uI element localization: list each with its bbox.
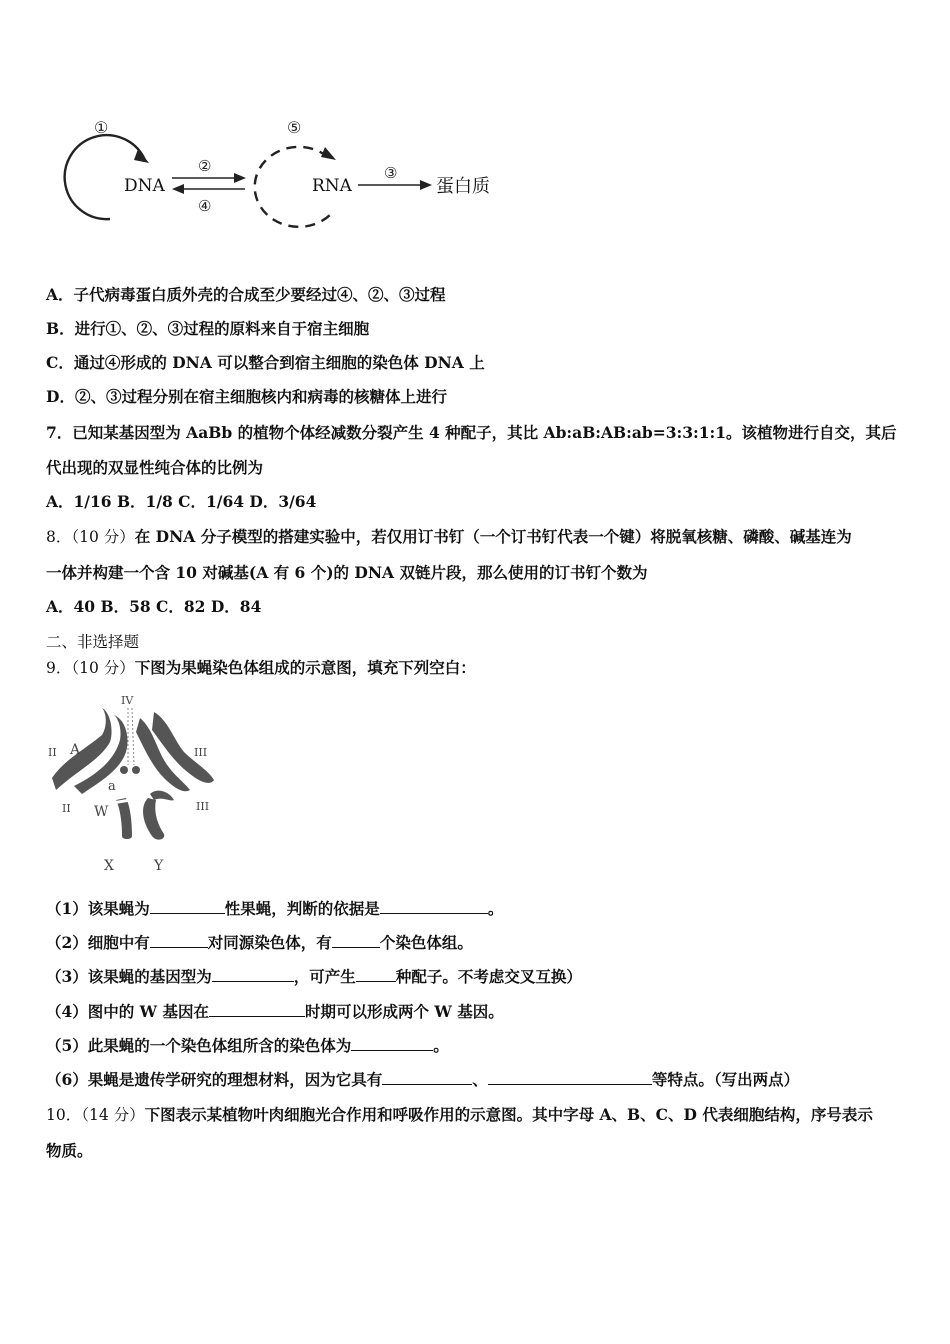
q9-number: 9．（10 分）	[46, 659, 135, 677]
label-1: ①	[94, 118, 109, 137]
q9-sub-3: （3）该果蝇的基因型为 ，可产生 种配子。不考虑交叉互换）	[46, 967, 582, 986]
q8-number: 8．（10 分）	[46, 528, 135, 546]
translation-arrowhead	[420, 180, 432, 190]
q9-stem: 9．（10 分）下图为果蝇染色体组成的示意图，填充下列空白：	[46, 658, 476, 677]
chromosome-y	[143, 798, 164, 840]
q9-sub-1: （1）该果蝇为 性果蝇，判断的依据是 。	[46, 899, 504, 918]
rna-label: RNA	[312, 176, 352, 196]
q6-option-a: A．子代病毒蛋白质外壳的合成至少要经过④、②、③过程	[46, 285, 446, 304]
label-a-lower: a	[108, 779, 116, 794]
q9-sub-2: （2）细胞中有 对同源染色体，有 个染色体组。	[46, 933, 473, 952]
label-3: ③	[384, 164, 398, 182]
chromosome-x	[116, 798, 132, 839]
q9-sub-6: （6）果蝇是遗传学研究的理想材料，因为它具有 、 等特点。（写出两点）	[46, 1070, 800, 1089]
label-2: ②	[198, 157, 212, 175]
answer-blank-6a[interactable]	[382, 1069, 472, 1085]
answer-blank-2b[interactable]	[332, 932, 380, 948]
label-a-upper: A	[70, 742, 81, 758]
q7-options: A．1/16 B．1/8 C．1/64 D．3/64	[46, 492, 317, 511]
answer-blank-1a[interactable]	[150, 898, 225, 914]
q6-option-b: B．进行①、②、③过程的原料来自于宿主细胞	[46, 319, 370, 338]
q7-line-2: 代出现的双显性纯合体的比例为	[46, 458, 264, 477]
answer-blank-1b[interactable]	[380, 898, 488, 914]
q6-option-d: D．②、③过程分别在宿主细胞核内和病毒的核糖体上进行	[46, 387, 447, 406]
label-5: ⑤	[287, 118, 302, 137]
replication-arrowhead	[134, 149, 149, 163]
central-dogma-diagram	[50, 105, 520, 235]
q10-number: 10．（14 分）	[46, 1106, 145, 1124]
label-ii-bottom: II	[62, 802, 71, 815]
transcription-arrowhead	[234, 173, 246, 183]
q9-sub-4: （4）图中的 W 基因在 时期可以形成两个 W 基因。	[46, 1002, 504, 1021]
label-iii-bottom: III	[196, 800, 210, 813]
reverse-transcription-arrowhead	[172, 184, 184, 194]
q10-line-1: 10．（14 分）下图表示某植物叶肉细胞光合作用和呼吸作用的示意图。其中字母 A、B、C、D 代表细胞结构，序号表示	[46, 1105, 873, 1124]
label-y: Y	[154, 858, 164, 874]
dna-label: DNA	[124, 176, 165, 196]
section-title: 二、非选择题	[46, 633, 140, 651]
label-4: ④	[198, 197, 212, 215]
answer-blank-5[interactable]	[351, 1035, 433, 1051]
label-w: W	[94, 804, 109, 820]
label-iv: IV	[121, 694, 134, 707]
rna-replication-arrowhead	[321, 147, 336, 160]
q6-option-c: C．通过④形成的 DNA 可以整合到宿主细胞的染色体 DNA 上	[46, 353, 485, 372]
answer-blank-3a[interactable]	[212, 966, 294, 982]
answer-blank-4[interactable]	[209, 1001, 305, 1017]
q8-stem: 在 DNA 分子模型的搭建实验中，若仅用订书钉（一个订书钉代表一个键）将脱氧核糖、磷酸、碱基连为	[134, 527, 852, 546]
answer-blank-2a[interactable]	[150, 932, 208, 948]
label-iii-top: III	[194, 746, 208, 759]
q9-sub-5: （5）此果蝇的一个染色体组所含的染色体为 。	[46, 1036, 449, 1055]
label-ii-top: II	[48, 746, 57, 759]
q7-line-1: 7．已知某基因型为 AaBb 的植物个体经减数分裂产生 4 种配子，其比 Ab:aB:AB:ab=3:3:1:1。该植物进行自交，其后	[46, 423, 897, 442]
answer-blank-3b[interactable]	[356, 966, 396, 982]
q8-line-1	[46, 526, 852, 548]
q8-options: A．40 B．58 C．82 D．84	[46, 597, 262, 616]
protein-label: 蛋白质	[436, 176, 490, 197]
q10-line-2: 物质。	[46, 1141, 93, 1160]
fruit-fly-chromosome-figure	[44, 690, 224, 880]
answer-blank-6b[interactable]	[488, 1069, 652, 1085]
q8-line-2: 一体并构建一个含 10 对碱基(A 有 6 个)的 DNA 双链片段，那么使用的订书钉个数为	[46, 563, 648, 582]
label-x: X	[104, 858, 114, 874]
